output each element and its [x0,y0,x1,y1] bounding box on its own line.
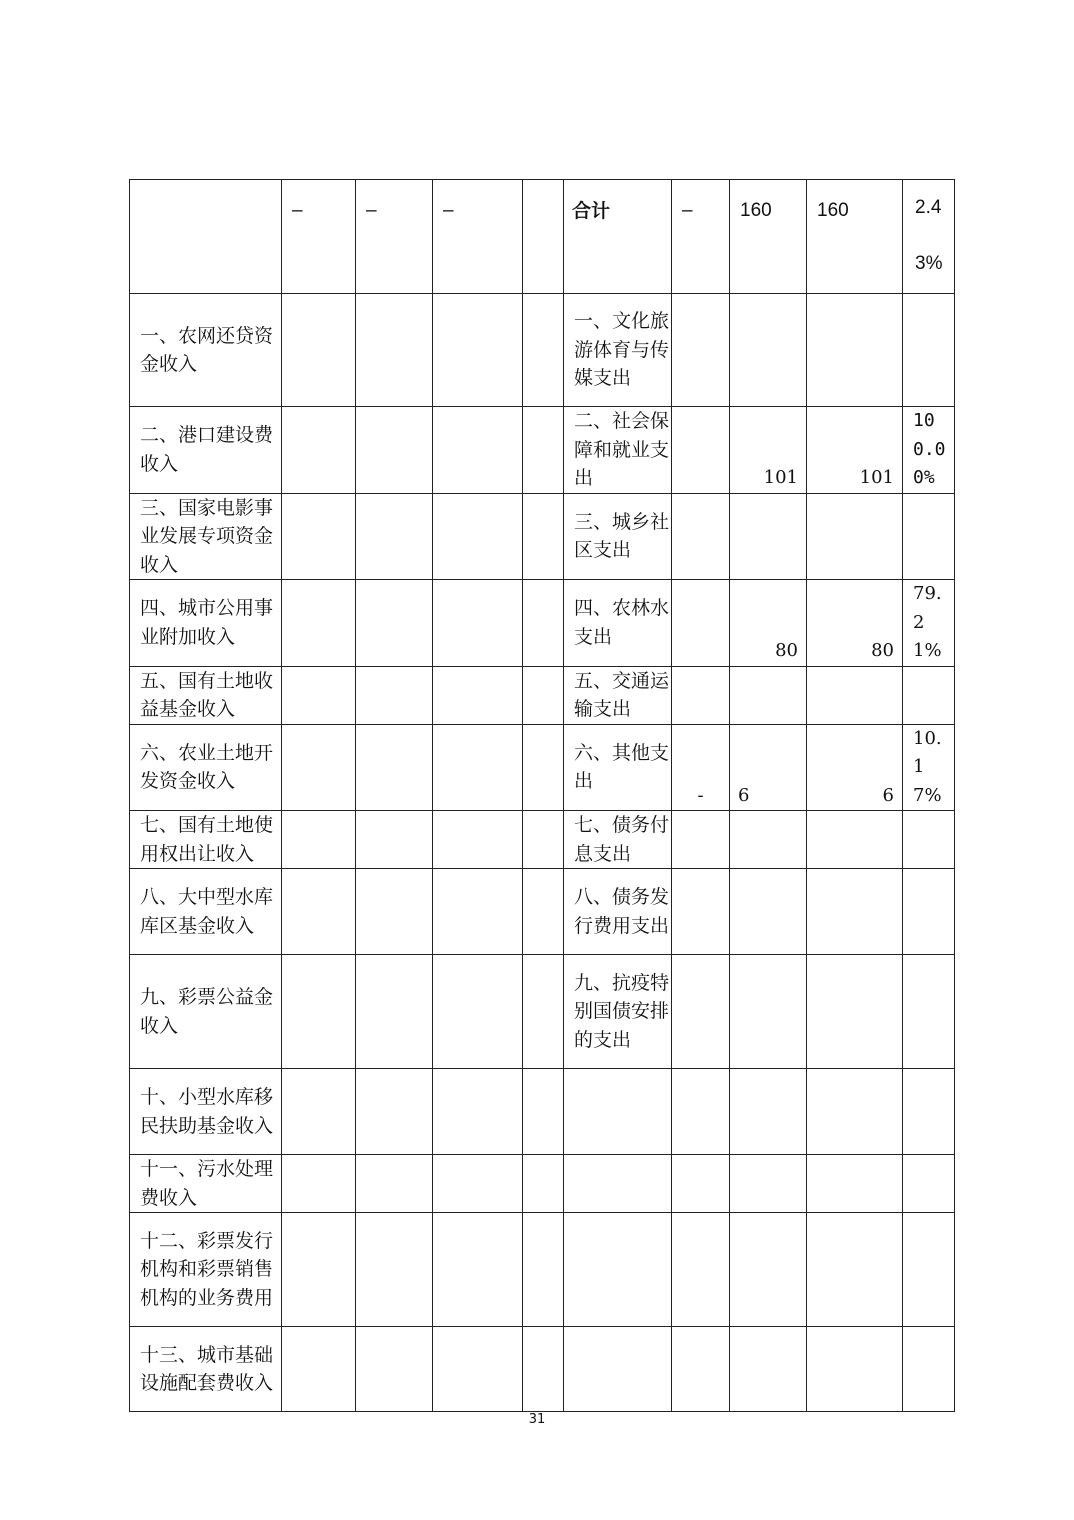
dash-cell [672,955,730,1069]
empty-cell [433,407,523,494]
empty-cell [523,724,564,811]
summary-c3: – [356,180,433,294]
empty-cell [433,1155,523,1213]
empty-cell [433,1069,523,1155]
percent-cell [903,1155,955,1213]
value-cell [730,1069,807,1155]
empty-cell [282,666,356,724]
empty-cell [356,1069,433,1155]
dash-cell [672,811,730,869]
empty-cell [282,580,356,667]
value-cell [807,294,903,407]
income-item-cell: 三、国家电影事业发展专项资金收入 [130,493,282,580]
percent-cell [903,1069,955,1155]
dash-cell [672,869,730,955]
value-cell [730,493,807,580]
empty-cell [356,724,433,811]
empty-cell [356,580,433,667]
percent-cell [903,955,955,1069]
empty-cell [282,1069,356,1155]
dash-cell [672,1213,730,1327]
value-cell: 80 [807,580,903,667]
value-cell: 101 [807,407,903,494]
value-cell [807,1327,903,1412]
empty-cell [523,294,564,407]
empty-cell [356,869,433,955]
expense-item-cell [564,1155,672,1213]
income-item-cell: 六、农业土地开发资金收入 [130,724,282,811]
dash-cell [672,493,730,580]
empty-cell [433,294,523,407]
income-item-cell: 十三、城市基础设施配套费收入 [130,1327,282,1412]
percent-cell [903,1213,955,1327]
empty-cell [282,1327,356,1412]
value-cell [730,811,807,869]
summary-c5 [523,180,564,294]
expense-item-cell: 四、农林水支出 [564,580,672,667]
summary-income-label [130,180,282,294]
expense-item-cell: 五、交通运输支出 [564,666,672,724]
expense-item-cell [564,1327,672,1412]
table-row [130,955,955,1069]
empty-cell [523,493,564,580]
expense-item-cell: 三、城乡社区支出 [564,493,672,580]
table-row [130,1213,955,1327]
table-row [130,869,955,955]
percent-cell [903,811,955,869]
dash-cell: - [672,724,730,811]
empty-cell [356,1155,433,1213]
empty-cell [282,294,356,407]
dash-cell [672,666,730,724]
empty-cell [433,955,523,1069]
dash-cell [672,1155,730,1213]
percent-cell [903,869,955,955]
income-item-cell: 五、国有土地收益基金收入 [130,666,282,724]
income-item-cell: 十二、彩票发行机构和彩票销售机构的业务费用 [130,1213,282,1327]
page-number: 31 [528,1412,546,1427]
empty-cell [356,811,433,869]
summary-c9: 160 [807,180,903,294]
value-cell [730,955,807,1069]
empty-cell [433,1327,523,1412]
percent-cell [903,493,955,580]
dash-cell [672,1327,730,1412]
empty-cell [523,1069,564,1155]
table-row [130,811,955,869]
summary-row [130,180,955,294]
value-cell: 6 [807,724,903,811]
empty-cell [433,724,523,811]
empty-cell [523,1155,564,1213]
empty-cell [433,493,523,580]
empty-cell [356,1327,433,1412]
summary-pct: 2.43% [903,180,955,294]
empty-cell [356,407,433,494]
value-cell [730,666,807,724]
income-item-cell: 十、小型水库移民扶助基金收入 [130,1069,282,1155]
empty-cell [282,724,356,811]
table-row [130,1069,955,1155]
value-cell [730,869,807,955]
table-row [130,407,955,494]
empty-cell [282,955,356,1069]
value-cell [807,955,903,1069]
income-item-cell: 七、国有土地使用权出让收入 [130,811,282,869]
income-item-cell: 四、城市公用事业附加收入 [130,580,282,667]
dash-cell [672,580,730,667]
value-cell [807,1069,903,1155]
empty-cell [356,1213,433,1327]
expense-item-cell [564,1213,672,1327]
dash-cell [672,407,730,494]
value-cell [807,493,903,580]
dash-cell [672,1069,730,1155]
summary-label: 合计 [564,180,672,294]
empty-cell [523,955,564,1069]
table-row [130,1155,955,1213]
empty-cell [282,1213,356,1327]
table-row [130,666,955,724]
percent-cell [903,294,955,407]
empty-cell [356,955,433,1069]
percent-cell: 100.00% [903,407,955,494]
table-row [130,493,955,580]
dash-cell [672,294,730,407]
summary-c8: 160 [730,180,807,294]
summary-c4: – [433,180,523,294]
value-cell [807,869,903,955]
income-item-cell: 九、彩票公益金收入 [130,955,282,1069]
value-cell [807,1155,903,1213]
empty-cell [282,493,356,580]
empty-cell [356,294,433,407]
empty-cell [523,407,564,494]
empty-cell [523,1213,564,1327]
table-row [130,724,955,811]
empty-cell [433,811,523,869]
value-cell: 101 [730,407,807,494]
fund-budget-table [129,179,955,1412]
value-cell [807,1213,903,1327]
income-item-cell: 二、港口建设费收入 [130,407,282,494]
empty-cell [523,811,564,869]
value-cell: 80 [730,580,807,667]
empty-cell [433,666,523,724]
empty-cell [523,580,564,667]
empty-cell [433,869,523,955]
percent-cell [903,666,955,724]
expense-item-cell: 六、其他支出 [564,724,672,811]
table-row [130,294,955,407]
empty-cell [433,1213,523,1327]
expense-item-cell [564,1069,672,1155]
empty-cell [282,407,356,494]
percent-cell [903,1327,955,1412]
expense-item-cell: 八、债务发行费用支出 [564,869,672,955]
value-cell [807,811,903,869]
value-cell [730,1213,807,1327]
empty-cell [282,869,356,955]
empty-cell [523,869,564,955]
summary-c7: – [672,180,730,294]
value-cell: 6 [730,724,807,811]
income-item-cell: 十一、污水处理费收入 [130,1155,282,1213]
income-item-cell: 一、农网还贷资金收入 [130,294,282,407]
expense-item-cell: 九、抗疫特别国债安排的支出 [564,955,672,1069]
table-row [130,1327,955,1412]
empty-cell [523,666,564,724]
empty-cell [356,493,433,580]
income-item-cell: 八、大中型水库库区基金收入 [130,869,282,955]
summary-c2: – [282,180,356,294]
empty-cell [282,811,356,869]
percent-cell: 79.21% [903,580,955,667]
table-row [130,580,955,667]
percent-cell: 10.17% [903,724,955,811]
empty-cell [523,1327,564,1412]
empty-cell [356,666,433,724]
expense-item-cell: 一、文化旅游体育与传媒支出 [564,294,672,407]
value-cell [730,294,807,407]
expense-item-cell: 七、债务付息支出 [564,811,672,869]
value-cell [807,666,903,724]
value-cell [730,1155,807,1213]
value-cell [730,1327,807,1412]
empty-cell [282,1155,356,1213]
empty-cell [433,580,523,667]
expense-item-cell: 二、社会保障和就业支出 [564,407,672,494]
